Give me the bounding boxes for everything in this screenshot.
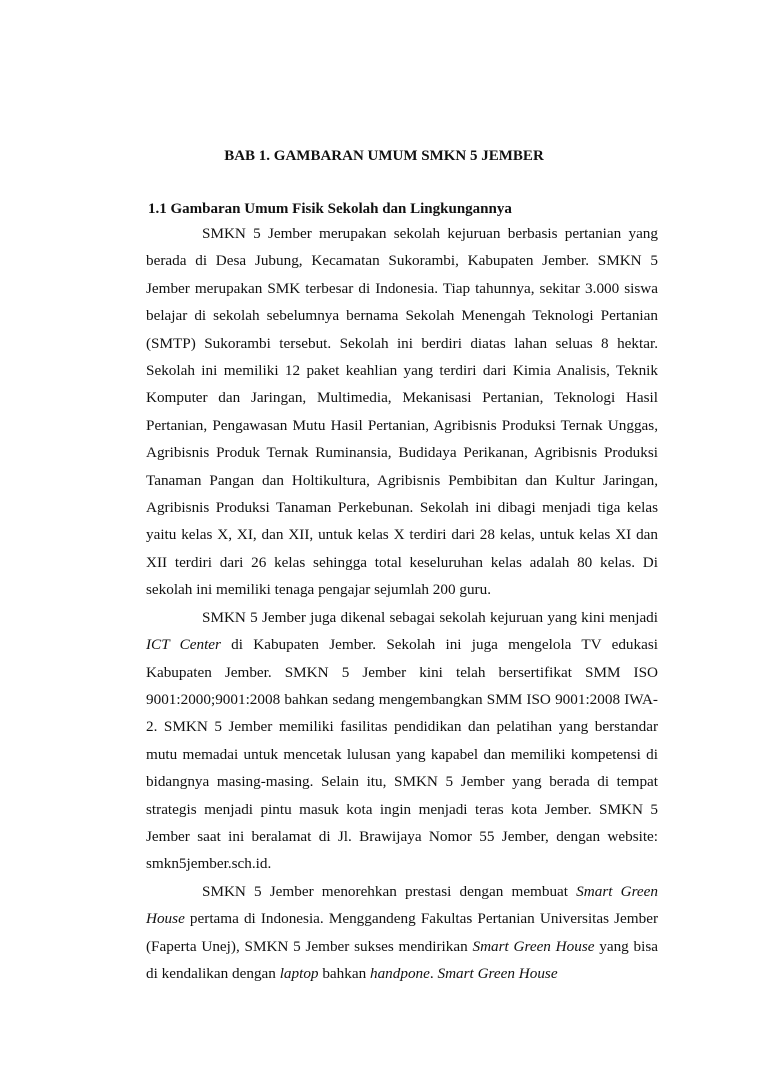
paragraph-3-text-c: yang bisa di kendalikan dengan — [146, 937, 658, 982]
paragraph-3-text-d: bahkan — [318, 964, 370, 982]
paragraph-3-text-a: SMKN 5 Jember menorehkan prestasi dengan membuat — [202, 882, 577, 900]
paragraph-3-text-b: pertama di Indonesia. Menggandeng Fakultas Pertanian Universitas Jember (Faperta Unej), SMKN 5 Jember sukses mendirikan — [146, 910, 658, 955]
paragraph-3 — [146, 878, 658, 988]
paragraph-3-italic-e: Smart Green House — [437, 964, 558, 982]
paragraph-3-text-e: . — [429, 964, 438, 982]
paragraph-2-text-a: SMKN 5 Jember juga dikenal sebagai sekolah kejuruan yang kini menjadi — [202, 608, 658, 626]
paragraph-3-italic-a: Smart Green House — [146, 882, 658, 928]
paragraph-1: SMKN 5 Jember merupakan sekolah kejuruan berbasis pertanian yang berada di Desa Jubung, Kecamatan Sukorambi, Kabupaten Jember. SMKN 5 Jember merupakan SMK terbesar di Indonesia. Tiap tahunnya, sekitar 3.000 siswa belajar di sekolah sebelumnya bernama Sekolah Menengah Teknologi Pertanian (SMTP) Sukorambi tersebut. Sekolah ini berdiri diatas lahan seluas 8 hektar. Sekolah ini memiliki 12 paket keahlian yang terdiri dari Kimia Analisis, Teknik Komputer dan Jaringan, Multimedia, Mekanisasi Pertanian, Teknologi Hasil Pertanian, Pengawasan Mutu Hasil Pertanian, Agribisnis Produksi Ternak Unggas, Agribisnis Produk Ternak Ruminansia, Budidaya Perikanan, Agribisnis Produksi Tanaman Pangan dan Holtikultura, Agribisnis Pembibitan dan Kultur Jaringan, Agribisnis Produksi Tanaman Perkebunan. Sekolah ini dibagi menjadi tiga kelas yaitu kelas X, XI, dan XII, untuk kelas X terdiri dari 28 kelas, untuk kelas XI dan XII terdiri dari 26 kelas sehingga total keseluruhan kelas adalah 80 kelas. Di sekolah ini memiliki tenaga pengajar sejumlah 200 guru. — [146, 225, 658, 599]
paragraph-3-italic-d: handpone — [369, 964, 430, 982]
paragraph-3-italic-c: laptop — [279, 964, 319, 982]
paragraph-2-text-b: di Kabupaten Jember. Sekolah ini juga mengelola TV edukasi Kabupaten Jember. SMKN 5 Jember kini telah bersertifikat SMM ISO 9001:2000;9001:2008 bahkan sedang mengembangkan SMM ISO 9001:2008 IWA-2. SMKN 5 Jember memiliki fasilitas pendidikan dan pelatihan yang berstandar mutu memadai untuk mencetak lulusan yang kapabel dan memiliki kompetensi di bidangnya masing-masing. Selain itu, SMKN 5 Jember yang berada di tempat strategis menjadi pintu masuk kota ingin menjadi teras kota Jember. SMKN 5 Jember saat ini beralamat di Jl. Brawijaya Nomor 55 Jember, dengan website: smkn5jember.sch.id. — [146, 636, 658, 873]
chapter-title: BAB 1. GAMBARAN UMUM SMKN 5 JEMBER — [224, 148, 544, 164]
paragraph-3-italic-b: Smart Green House — [472, 937, 595, 955]
paragraph-2 — [146, 604, 658, 878]
section-title: 1.1 Gambaran Umum Fisik Sekolah dan Lingkungannya — [148, 201, 512, 217]
paragraph-2-italic-a: ICT Center — [146, 636, 221, 654]
body-text — [146, 220, 658, 987]
